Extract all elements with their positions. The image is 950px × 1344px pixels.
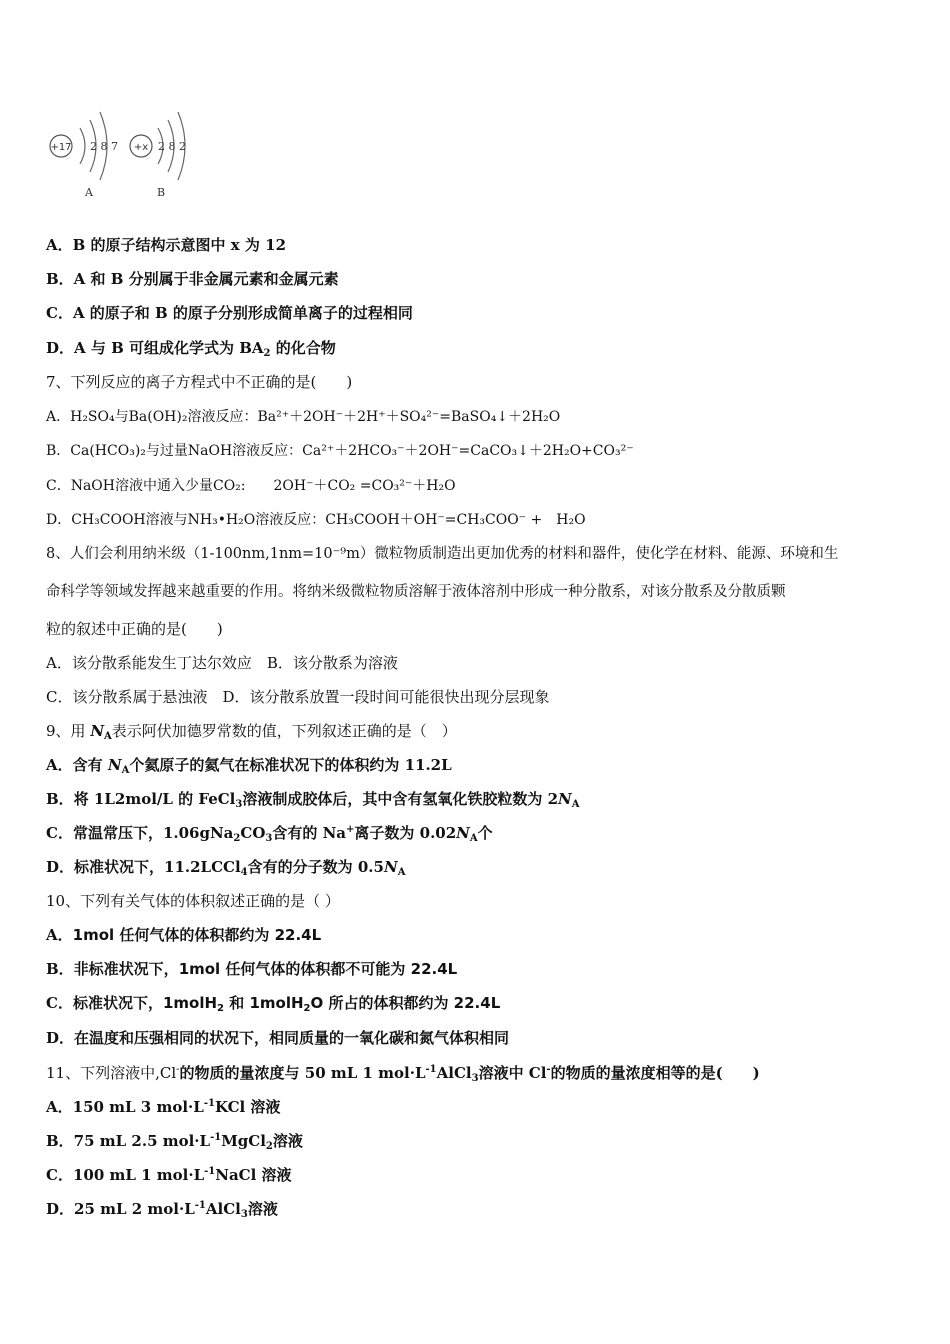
q9-stem: 9、用 $N_A$表示阿伏加德罗常数的值，下列叙述正确的是（ ） [46, 722, 457, 742]
atom-b-diagram [130, 112, 186, 199]
q11-option-d: D．25 mL 2 $mol\cdot L^{-1}AlCl_3$溶液 [46, 1200, 278, 1220]
atom-a-diagram [50, 112, 118, 199]
q7-stem: 7、下列反应的离子方程式中不正确的是( ) [46, 373, 353, 391]
atom-a-nucleus-charge: +17 [50, 142, 72, 153]
q11-option-c: C．100 mL 1 $mol\cdot L^{-1}NaCl$ 溶液 [46, 1166, 292, 1184]
q11-stem: 11、下列溶液中,Cl-的物质的量浓度与 50 mL 1 $mol\cdot L^{-1}AlCl_3$溶液中 Cl-的物质的量浓度相等的是( ) [46, 1064, 760, 1084]
q10-stem: 10、下列有关气体的体积叙述正确的是（ ） [46, 892, 340, 910]
q10-option-a: A．1mol 任何气体的体积都约为 22.4L [46, 926, 322, 944]
atom-a-label: A [85, 186, 93, 199]
q9-option-b: B．将 1L2mol/L 的 FeCl$_3$溶液制成胶体后，其中含有氢氧化铁胶粒数为 $2N_A$ [46, 790, 580, 810]
atom-b-nucleus-charge: +x [133, 142, 149, 153]
q11-option-b: B．75 mL 2.5 $mol\cdot L^{-1}MgCl_2$溶液 [46, 1132, 303, 1152]
q8-stem-line1: 8、人们会利用纳米级（1-100nm,1nm=10⁻⁹m）微粒物质制造出更加优秀的材料和器件，使化学在材料、能源、环境和生 [46, 546, 839, 562]
q7-option-d: D．CH₃COOH溶液与NH₃•H₂O溶液反应：CH₃COOH＋OH⁻=CH₃COO⁻ + H₂O [46, 512, 586, 528]
q8-options-cd: C．该分散系属于悬浊液 D．该分散系放置一段时间可能很快出现分层现象 [46, 688, 550, 706]
q10-option-d: D．在温度和压强相同的状况下，相同质量的一氧化碳和氮气体积相同 [46, 1029, 510, 1047]
q6-option-b: B．A 和 B 分别属于非金属元素和金属元素 [46, 270, 339, 288]
atom-a-shells: 2 8 7 [90, 140, 118, 153]
q8-stem-line3: 粒的叙述中正确的是( ) [46, 620, 223, 638]
q10-option-b: B．非标准状况下，1mol 任何气体的体积都不可能为 22.4L [46, 960, 458, 978]
q7-option-b: B．Ca(HCO₃)₂与过量NaOH溶液反应：Ca²⁺＋2HCO₃⁻＋2OH⁻=CaCO₃↓＋2H₂O+CO₃²⁻ [46, 443, 634, 459]
atom-structure-figure [40, 100, 210, 210]
q7-option-c: C．NaOH溶液中通入少量CO₂: 2OH⁻＋CO₂ =CO₃²⁻＋H₂O [46, 478, 456, 494]
q9-option-c: C．常温常压下，$1.06gNa_2CO_3$含有的 Na+离子数为 $0.02N_A$个 [46, 824, 493, 844]
atom-b-shells: 2 8 2 [158, 140, 186, 153]
q9-option-d: D．标准状况下，11.2LCCl$_4$含有的分子数为 $0.5N_A$ [46, 858, 406, 878]
q6-option-a: A．B 的原子结构示意图中 x 为 12 [46, 236, 287, 254]
q8-stem-line2: 命科学等领域发挥越来越重要的作用。将纳米级微粒物质溶解于液体溶剂中形成一种分散系，对该分散系及分散质颗 [46, 584, 786, 600]
q8-options-ab: A．该分散系能发生丁达尔效应 B．该分散系为溶液 [46, 654, 398, 672]
q6-option-c: C．A 的原子和 B 的原子分别形成简单离子的过程相同 [46, 304, 413, 322]
q9-option-a: A．含有 $N_A$个氦原子的氦气在标准状况下的体积约为 11.2L [46, 756, 452, 776]
q10-option-c: C．标准状况下，1molH$_2$ 和 1molH$_2$O 所占的体积都约为 22.4L [46, 994, 501, 1014]
q11-option-a: A．150 mL 3 $mol\cdot L^{-1}KCl$ 溶液 [46, 1098, 281, 1116]
atom-b-label: B [157, 186, 166, 199]
q6-option-d: D．A 与 B 可组成化学式为 $BA_2$ 的化合物 [46, 339, 336, 359]
q7-option-a: A．H₂SO₄与Ba(OH)₂溶液反应：Ba²⁺＋2OH⁻＋2H⁺＋SO₄²⁻=BaSO₄↓＋2H₂O [46, 409, 561, 425]
